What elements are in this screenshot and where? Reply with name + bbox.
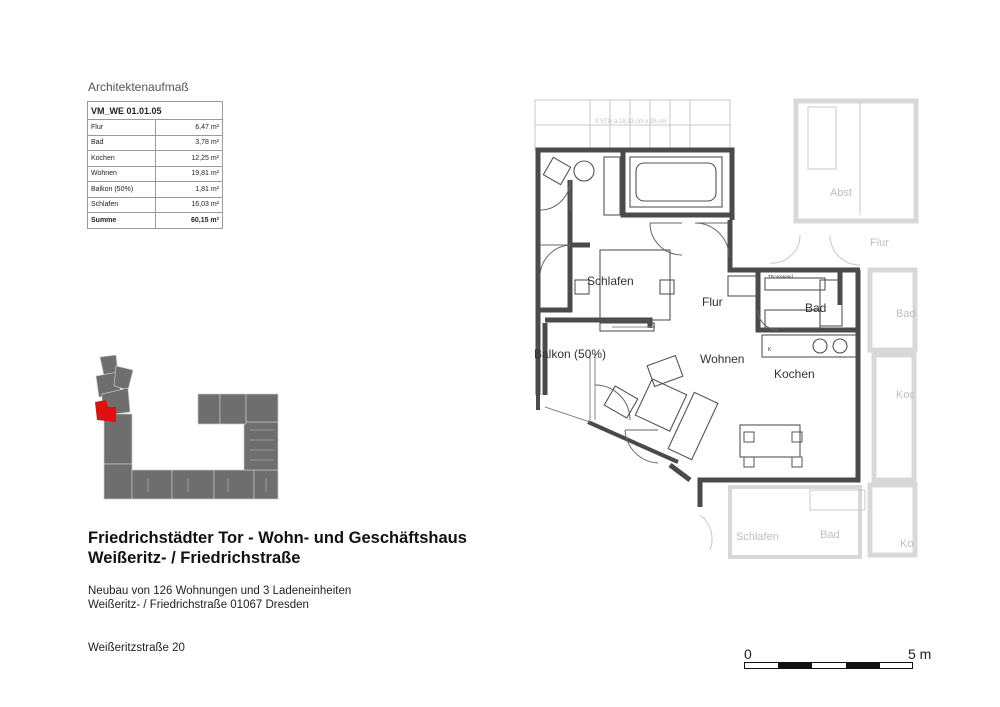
scale-segment bbox=[778, 663, 812, 669]
total-area: 60,15 m² bbox=[156, 213, 223, 229]
room-label-flur: Flur bbox=[702, 295, 723, 309]
ghost-label-bad: Bad bbox=[896, 308, 916, 320]
closet-icon bbox=[728, 276, 756, 296]
table-row bbox=[88, 151, 223, 167]
key-plan-block bbox=[172, 470, 214, 499]
wardrobe-icon bbox=[604, 157, 620, 215]
key-plan-block bbox=[244, 422, 278, 470]
room-label-schlafen: Schlafen bbox=[587, 274, 634, 288]
area-table bbox=[87, 101, 223, 229]
stair-note: 3 STG á 18,13 cm x 26 cm bbox=[595, 119, 667, 125]
scale-segment bbox=[846, 663, 880, 669]
unit-id: VM_WE 01.01.05 bbox=[88, 102, 223, 120]
project-description: Neubau von 126 Wohnungen und 3 Ladeneinheiten bbox=[88, 585, 352, 597]
total-label: Summe bbox=[88, 213, 156, 229]
key-plan-block bbox=[132, 470, 172, 499]
ghost-label-ko: Ko bbox=[900, 538, 914, 550]
room-name: Wohnen bbox=[88, 166, 156, 182]
ghost-label-koch: Koc bbox=[896, 389, 915, 401]
project-location: Weißeritz- / Friedrichstraße 01067 Dresden bbox=[88, 599, 309, 611]
table-row bbox=[88, 135, 223, 151]
key-plan-block bbox=[246, 394, 278, 422]
kitchen-counter bbox=[762, 335, 856, 357]
table-row bbox=[88, 166, 223, 182]
key-plan-block bbox=[104, 464, 132, 499]
coffee-table-icon bbox=[635, 379, 686, 431]
bathtub-icon bbox=[630, 157, 722, 207]
table-row bbox=[88, 197, 223, 213]
room-label-balkon: Balkon (50%) bbox=[534, 347, 607, 361]
room-label-kochen: Kochen bbox=[774, 367, 815, 381]
dining-table-icon bbox=[740, 425, 800, 457]
chair-icon bbox=[543, 157, 570, 184]
table-header-row bbox=[88, 102, 223, 120]
room-area: 3,78 m² bbox=[156, 135, 223, 151]
scale-start-label: 0 bbox=[744, 646, 752, 662]
table-row bbox=[88, 182, 223, 198]
nightstand-icon bbox=[660, 280, 674, 294]
project-title: Friedrichstädter Tor - Wohn- und Geschäftshaus bbox=[88, 529, 467, 547]
scale-bar bbox=[744, 662, 914, 670]
sofa-icon bbox=[668, 392, 718, 459]
table-total-row bbox=[88, 213, 223, 229]
key-plan-block bbox=[214, 470, 254, 499]
unit-address: Weißeritzstraße 20 bbox=[88, 642, 185, 654]
armchair-icon bbox=[604, 386, 638, 418]
room-name: Schlafen bbox=[88, 197, 156, 213]
key-plan-block bbox=[114, 366, 133, 390]
room-name: Bad bbox=[88, 135, 156, 151]
kitchen-k-label: K bbox=[768, 347, 772, 353]
key-plan bbox=[88, 350, 288, 505]
room-name: Flur bbox=[88, 120, 156, 136]
table-row bbox=[88, 120, 223, 136]
key-plan-block bbox=[198, 394, 220, 424]
ghost-label-schlafen: Schlafen bbox=[736, 531, 779, 543]
document-label: Architektenaufmaß bbox=[88, 80, 189, 94]
armchair-icon bbox=[647, 356, 683, 387]
project-subtitle: Weißeritz- / Friedrichstraße bbox=[88, 549, 301, 567]
room-area: 12,25 m² bbox=[156, 151, 223, 167]
angled-facade bbox=[538, 395, 678, 462]
room-label-wohnen: Wohnen bbox=[700, 352, 745, 366]
vanity-icon bbox=[765, 278, 825, 290]
room-name: Kochen bbox=[88, 151, 156, 167]
table-icon bbox=[574, 161, 594, 181]
key-plan-block bbox=[104, 414, 132, 464]
room-area: 16,03 m² bbox=[156, 197, 223, 213]
room-area: 1,81 m² bbox=[156, 182, 223, 198]
floor-plan bbox=[530, 95, 920, 565]
room-label-bad: Bad bbox=[805, 301, 827, 315]
key-plan-block bbox=[220, 394, 246, 424]
room-area: 19,81 m² bbox=[156, 166, 223, 182]
ghost-label-flur: Flur bbox=[870, 237, 889, 249]
ghost-label-bad-below: Bad bbox=[820, 529, 840, 541]
scale-end-label: 5 m bbox=[908, 646, 932, 662]
dining-chairs bbox=[744, 432, 802, 467]
room-name: Balkon (50%) bbox=[88, 182, 156, 198]
tb-note: TB-Vorwand bbox=[768, 274, 793, 279]
ghost-label-abst: Abst bbox=[830, 187, 853, 199]
room-area: 6,47 m² bbox=[156, 120, 223, 136]
